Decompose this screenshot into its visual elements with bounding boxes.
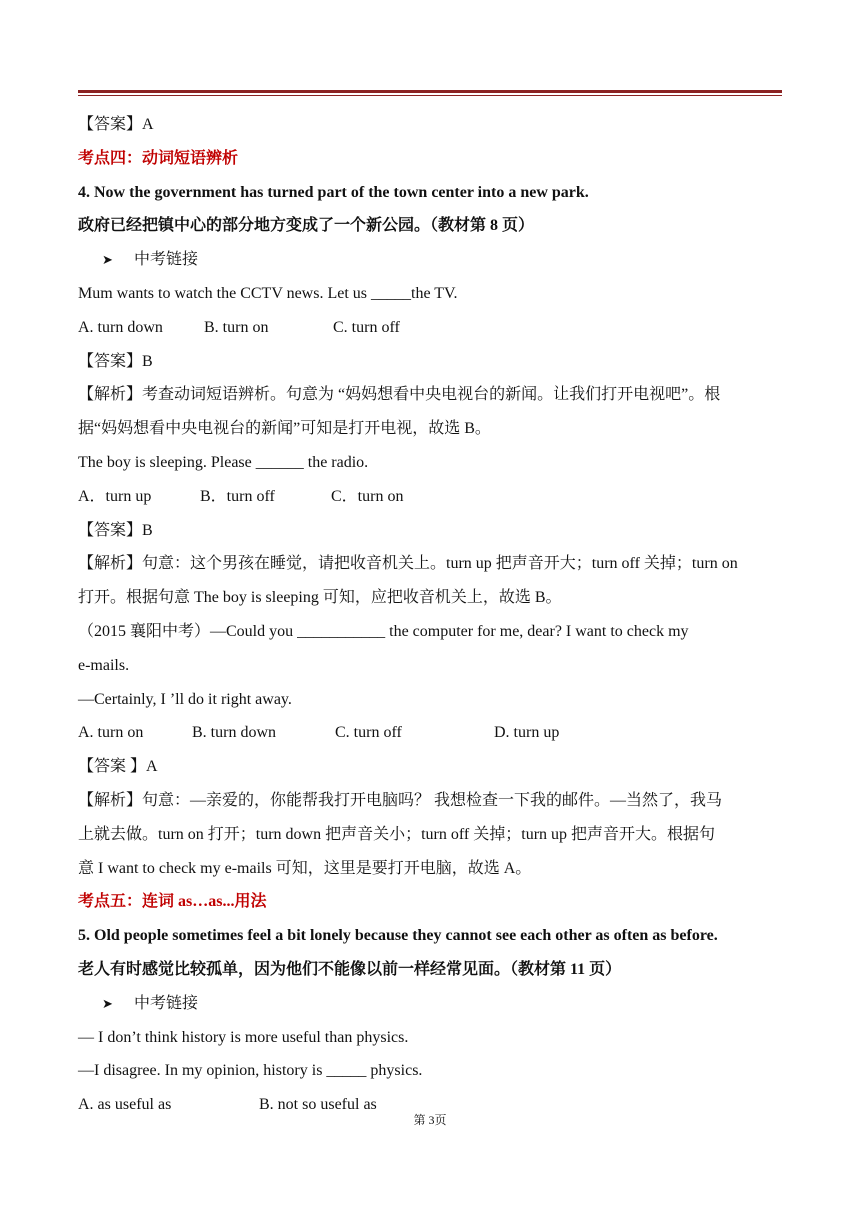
header-rule-thick — [78, 90, 782, 93]
page-number: 第 3页 — [413, 1113, 447, 1127]
analysis-text: 【解析】句意：—亲爱的，你能帮我打开电脑吗？ 我想检查一下我的邮件。—当然了，我马 — [78, 791, 723, 809]
analysis-text: 意 I want to check my e-mails 可知，这里是要打开电脑，故选 A。 — [78, 859, 532, 877]
section-heading: 考点五：连词 as…as...用法 — [78, 893, 267, 911]
option-c: C. turn off — [335, 724, 402, 742]
page-content — [78, 108, 782, 1122]
analysis-text: 打开。根据句意 The boy is sleeping 可知，应把收音机关上，故选 B。 — [78, 589, 562, 607]
bullet-item — [78, 243, 782, 277]
analysis-text: 上就去做。turn on 打开；turn down 把声音关小；turn off 关掉；turn up 把声音开大。根据句 — [78, 825, 716, 843]
option-b: B．turn off — [200, 487, 275, 505]
analysis-text: 【解析】考查动词短语辨析。句意为 “妈妈想看中央电视台的新闻。让我们打开电视吧”。根 — [78, 386, 721, 404]
question-text: —I disagree. In my opinion, history is _____ physics. — [78, 1062, 423, 1080]
option-d: D. turn up — [494, 724, 560, 742]
question-text: （2015 襄阳中考）—Could you ___________ the computer for me, dear? I want to check my — [78, 622, 689, 640]
question-text: — I don’t think history is more useful than physics. — [78, 1028, 409, 1046]
option-b: B. not so useful as — [259, 1096, 377, 1114]
option-a: A. turn on — [78, 724, 144, 742]
bullet-item — [78, 987, 782, 1021]
question-text: The boy is sleeping. Please ______ the radio. — [78, 453, 369, 471]
option-a: A．turn up — [78, 487, 152, 505]
bullet-label: 中考链接 — [134, 994, 199, 1012]
answer-label: 【答案】B — [78, 521, 153, 539]
question-text: —Certainly, I ’ll do it right away. — [78, 690, 292, 708]
analysis-text: 据“妈妈想看中央电视台的新闻”可知是打开电视，故选 B。 — [78, 420, 491, 438]
option-a: A. turn down — [78, 318, 163, 336]
question-text: e-mails. — [78, 656, 130, 674]
arrow-bullet-icon: ➤ — [102, 252, 113, 268]
question-options — [78, 480, 782, 514]
example-sentence: 5. Old people sometimes feel a bit lonely because they cannot see each other as often as before. — [78, 927, 718, 945]
answer-label: 【答案】A — [78, 116, 154, 133]
example-translation: 老人有时感觉比较孤单，因为他们不能像以前一样经常见面。（教材第 11 页） — [78, 960, 622, 978]
option-a: A. as useful as — [78, 1096, 172, 1114]
question-options — [78, 311, 782, 345]
section-heading: 考点四：动词短语辨析 — [78, 149, 239, 167]
answer-label: 【答案】B — [78, 352, 153, 370]
bullet-label: 中考链接 — [134, 251, 199, 269]
header-rule-thin — [78, 95, 782, 96]
answer-label: 【答案 】A — [78, 758, 158, 776]
option-c: C. turn off — [333, 318, 400, 336]
option-b: B. turn on — [204, 318, 269, 336]
option-b: B. turn down — [192, 724, 276, 742]
example-sentence: 4. Now the government has turned part of the town center into a new park. — [78, 183, 589, 201]
question-options — [78, 716, 782, 750]
option-c: C．turn on — [331, 487, 404, 505]
arrow-bullet-icon: ➤ — [102, 995, 113, 1011]
question-text: Mum wants to watch the CCTV news. Let us _____the TV. — [78, 284, 458, 302]
analysis-text: 【解析】句意：这个男孩在睡觉，请把收音机关上。turn up 把声音开大；turn off 关掉；turn on — [78, 555, 738, 573]
example-translation: 政府已经把镇中心的部分地方变成了一个新公园。（教材第 8 页） — [78, 217, 535, 235]
